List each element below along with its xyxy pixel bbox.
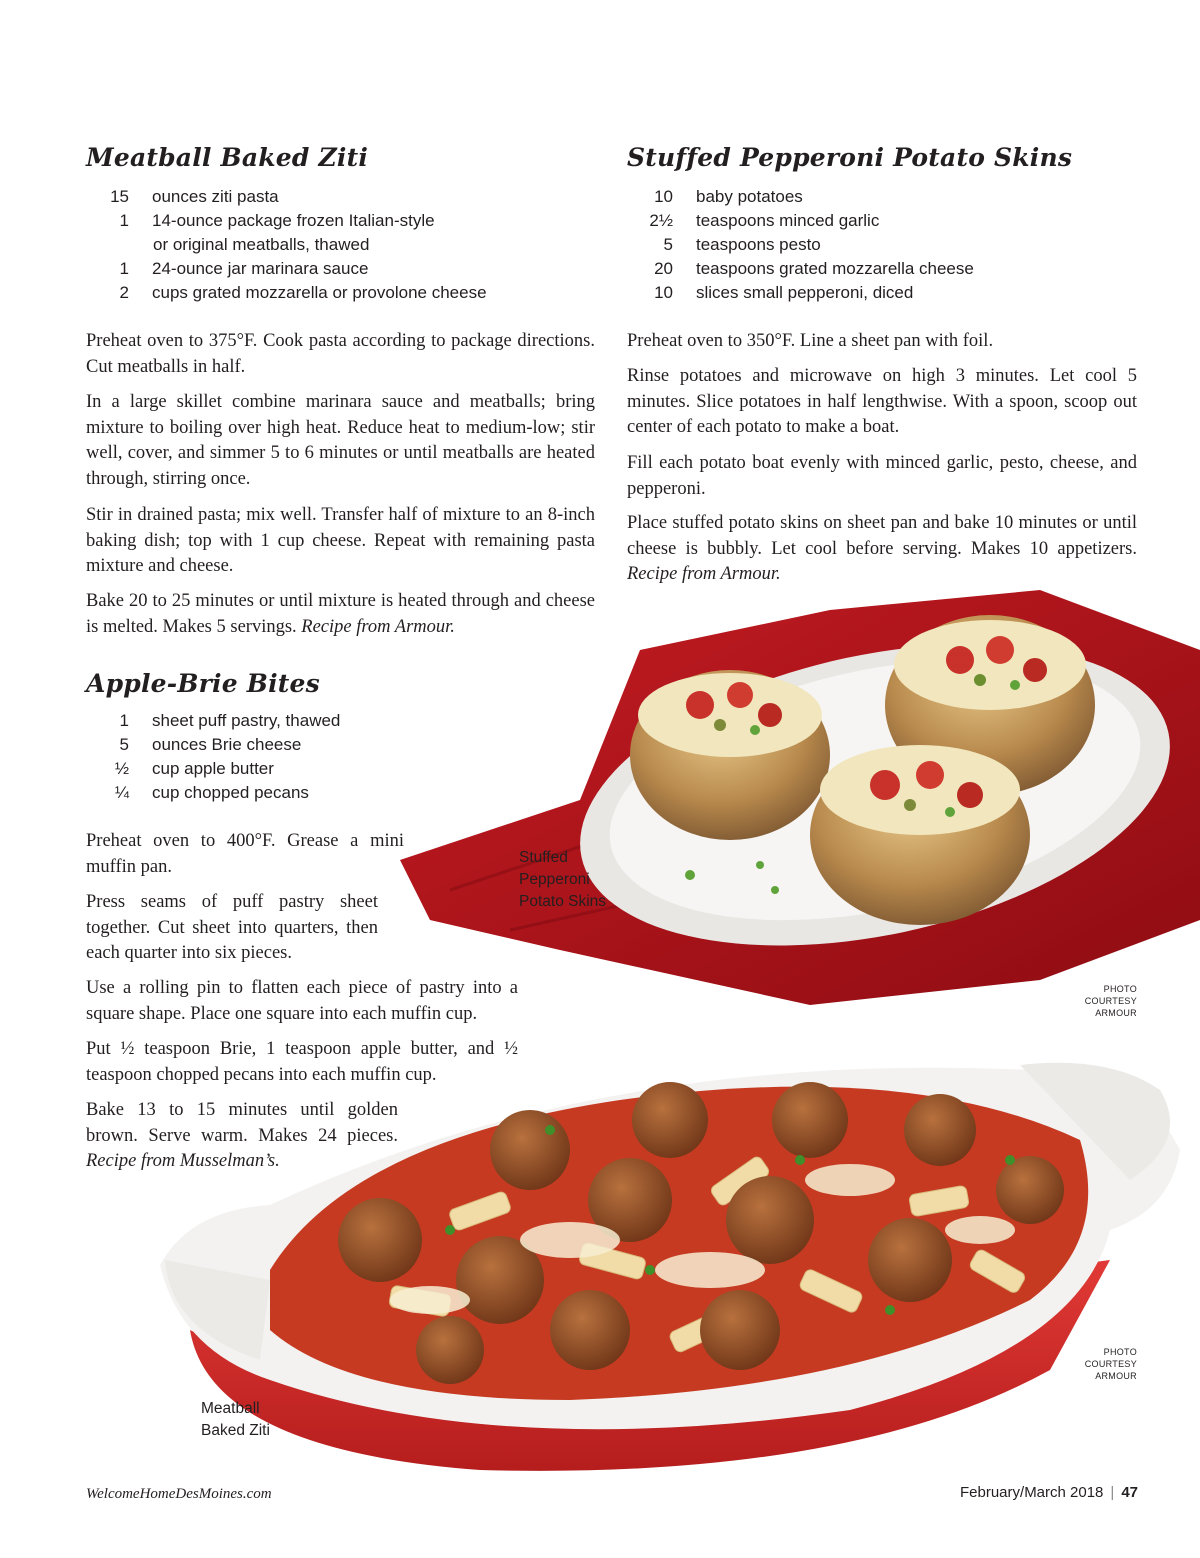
ingredient-text: cup apple butter [152, 759, 274, 778]
ingredient-row [80, 757, 340, 781]
recipe-title-meatball-ziti: Meatball Baked Ziti [86, 143, 369, 172]
ingredient-list-meatball-ziti [80, 185, 487, 305]
ingredient-list-apple-brie [80, 709, 340, 805]
step-paragraph: Preheat oven to 400°F. Grease a mini muffin pan. [86, 831, 404, 877]
ingredient-row [80, 281, 487, 305]
step-paragraph: Press seams of puff pastry sheet together. Cut sheet into quarters, then each quarter into six pieces. [86, 892, 378, 963]
ingredient-text: teaspoons pesto [696, 235, 821, 254]
ingredient-text: ounces ziti pasta [152, 187, 279, 206]
photo-caption-potato-skins: Stuffed Pepperoni Potato Skins [519, 849, 607, 910]
ingredient-qty: 5 [119, 735, 129, 754]
step-text: Place stuffed potato skins on sheet pan and bake 10 minutes or until cheese is bubbly. Let cool before serving. Makes 10 appetizers. [627, 513, 1137, 559]
ingredient-text: 24-ounce jar marinara sauce [152, 259, 369, 278]
step-text: Bake 20 to 25 minutes or until mixture is heated through and cheese is melted. Makes 5 servings. [86, 591, 595, 637]
ingredient-row [80, 781, 340, 805]
ingredient-row [80, 185, 487, 209]
ingredient-row [80, 209, 487, 233]
ingredient-text: cup chopped pecans [152, 783, 309, 802]
step-paragraph: In a large skillet combine marinara sauce and meatballs; bring mixture to boiling over high heat. Reduce heat to medium-low; stir well, cover, and simmer 5 to 6 minutes or until meatballs are heated through, stirring once. [86, 392, 595, 489]
ingredient-qty: 1 [119, 711, 129, 730]
recipe-title-potato-skins: Stuffed Pepperoni Potato Skins [627, 143, 1073, 172]
photo-credit-baked-ziti: PHOTO COURTESY ARMOUR [1084, 1347, 1137, 1381]
page-number: 47 [1121, 1484, 1138, 1501]
ingredient-row [624, 233, 974, 257]
ingredient-qty: 20 [654, 259, 673, 278]
ingredient-text: teaspoons grated mozzarella cheese [696, 259, 974, 278]
ingredient-qty: 15 [110, 187, 129, 206]
ingredient-row [624, 281, 974, 305]
issue-date: February/March 2018 [960, 1484, 1104, 1501]
ingredient-row [624, 209, 974, 233]
footer-separator: | [1110, 1484, 1115, 1501]
photo-credit-potato-skins: PHOTO COURTESY ARMOUR [1084, 984, 1137, 1018]
ingredient-text: teaspoons minced garlic [696, 211, 880, 230]
step-paragraph: Preheat oven to 375°F. Cook pasta according to package directions. Cut meatballs in half. [86, 331, 595, 377]
ingredient-text: 14-ounce package frozen Italian-style [152, 211, 435, 230]
footer-issue-info [960, 1484, 1138, 1501]
ingredient-qty: 5 [663, 235, 673, 254]
step-paragraph-last [627, 511, 1137, 588]
step-paragraph: Use a rolling pin to flatten each piece of pastry into a square shape. Place one square into each muffin cup. [86, 978, 518, 1024]
ingredient-row-continued [80, 233, 487, 257]
ingredient-qty: 1 [119, 211, 129, 230]
recipe-title-apple-brie: Apple-Brie Bites [86, 669, 320, 698]
step-paragraph: Put ½ teaspoon Brie, 1 teaspoon apple butter, and ½ teaspoon chopped pecans into each muffin cup. [86, 1039, 518, 1085]
photo-caption-baked-ziti: Meatball Baked Ziti [201, 1400, 270, 1439]
ingredient-text: or original meatballs, thawed [153, 235, 370, 254]
ingredient-row [624, 185, 974, 209]
ingredient-qty: 2 [119, 283, 129, 302]
ingredient-row [80, 257, 487, 281]
ingredient-qty: ¼ [114, 783, 129, 802]
ingredient-qty: 10 [654, 187, 673, 206]
baked-ziti-photo [150, 1030, 1200, 1475]
ingredient-text: slices small pepperoni, diced [696, 283, 914, 302]
footer-website: WelcomeHomeDesMoines.com [86, 1486, 272, 1502]
step-text: Bake 13 to 15 minutes until golden brown. Serve warm. Makes 24 pieces. [86, 1100, 398, 1146]
ingredient-row [624, 257, 974, 281]
ingredient-text: cups grated mozzarella or provolone cheese [152, 283, 487, 302]
ingredient-qty: 2½ [649, 211, 673, 230]
potato-skins-photo [390, 590, 1200, 1005]
recipe-credit: Recipe from Armour. [627, 564, 781, 584]
ingredient-qty: 10 [654, 283, 673, 302]
ingredient-row [80, 733, 340, 757]
recipe-credit: Recipe from Armour. [301, 616, 455, 637]
recipe-credit: Recipe from Musselman’s. [86, 1151, 280, 1171]
step-paragraph: Preheat oven to 350°F. Line a sheet pan with foil. [627, 331, 994, 351]
ingredient-list-potato-skins [624, 185, 974, 305]
ingredient-row [80, 709, 340, 733]
step-paragraph: Rinse potatoes and microwave on high 3 minutes. Let cool 5 minutes. Slice potatoes in half lengthwise. With a spoon, scoop out center of each potato to make a boat. [627, 366, 1137, 437]
step-paragraph: Stir in drained pasta; mix well. Transfer half of mixture to an 8-inch baking dish; top with 1 cup cheese. Repeat with remaining pasta mixture and cheese. [86, 505, 595, 576]
ingredient-text: sheet puff pastry, thawed [152, 711, 341, 730]
step-paragraph: Fill each potato boat evenly with minced garlic, pesto, cheese, and pepperoni. [627, 453, 1137, 499]
ingredient-text: ounces Brie cheese [152, 735, 302, 754]
ingredient-qty: 1 [119, 259, 129, 278]
ingredient-qty: ½ [114, 759, 129, 778]
ingredient-text: baby potatoes [696, 187, 803, 206]
